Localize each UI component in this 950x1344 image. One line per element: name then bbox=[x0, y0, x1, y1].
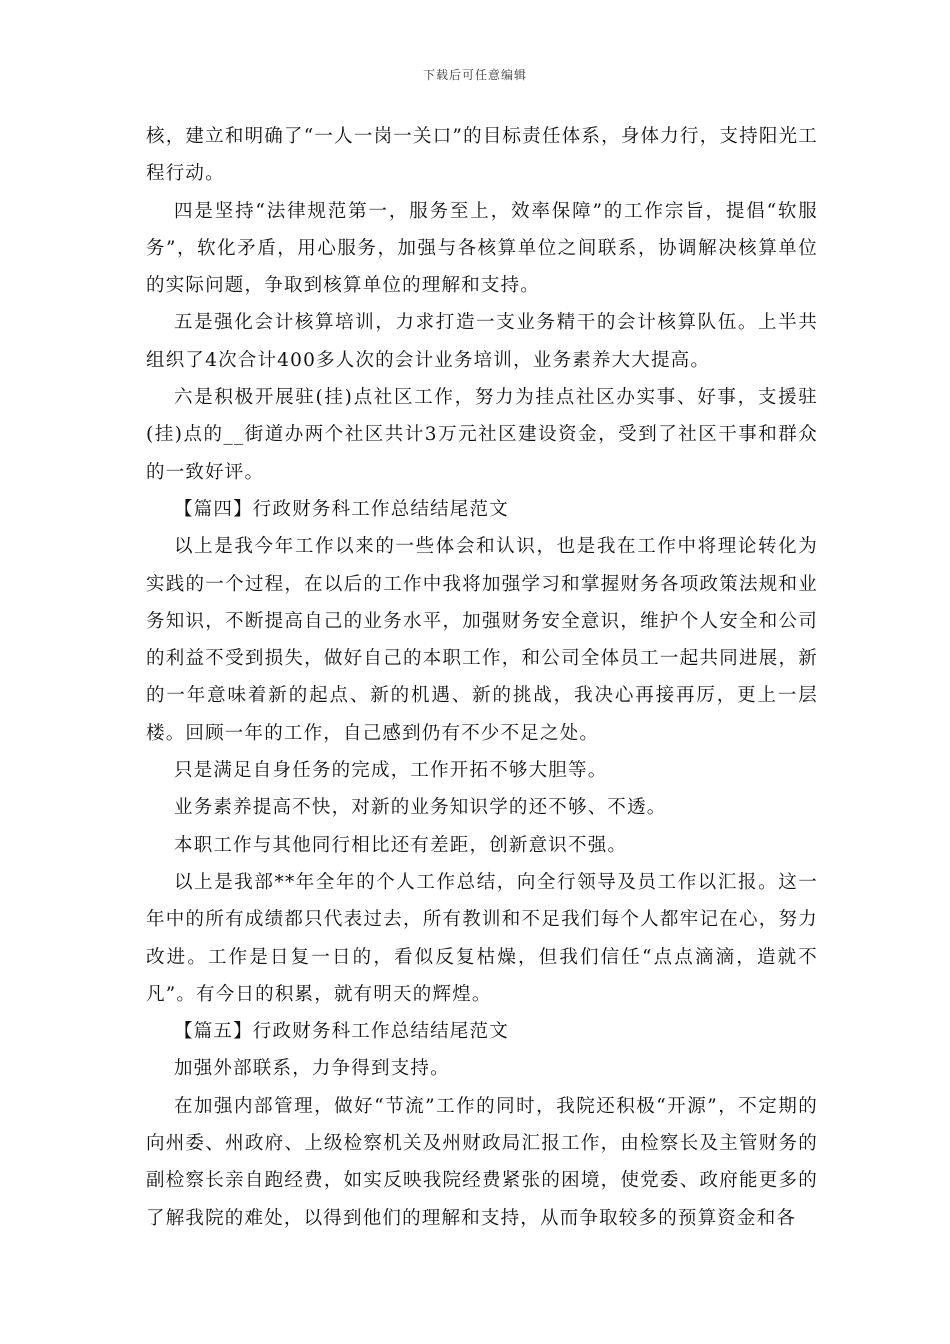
paragraph: 本职工作与其他同行相比还有差距，创新意识不强。 bbox=[174, 834, 628, 856]
section-title: 【篇五】行政财务科工作总结结尾范文 bbox=[174, 1021, 509, 1043]
paragraph: 四是坚持“法律规范第一，服务至上，效率保障”的工作宗旨，提倡“软服务”，软化矛盾，用心服务，加强与各核算单位之间联系，协调解决核算单位的实际问题，争取到核算单位的理解和支持。 bbox=[146, 200, 818, 297]
paragraph: 以上是我今年工作以来的一些体会和认识，也是我在工作中将理论转化为实践的一个过程，在以后的工作中我将加强学习和掌握财务各项政策法规和业务知识，不断提高自己的业务水平，加强财务安全意识，维护个人安全和公司的利益不受到损失，做好自己的本职工作，和公司全体员工一起共同进展，新的一年意味着新的起点、新的机遇、新的挑战，我决心再接再厉，更上一层楼。回顾一年的工作，自己感到仍有不少不足之处。 bbox=[146, 536, 818, 744]
paragraph: 业务素养提高不快，对新的业务知识学的还不够、不透。 bbox=[174, 797, 667, 819]
paragraph: 只是满足自身任务的完成，工作开拓不够大胆等。 bbox=[174, 760, 608, 782]
paragraph: 以上是我部**年全年的个人工作总结，向全行领导及员工作以汇报。这一年中的所有成绩都只代表过去，所有教训和不足我们每个人都牢记在心，努力改进。工作是日复一日的，看似反复枯燥，但我们信任“点点滴滴，造就不凡”。有今日的积累，就有明天的辉煌。 bbox=[146, 871, 818, 1005]
section-title: 【篇四】行政财务科工作总结结尾范文 bbox=[174, 498, 509, 520]
paragraph: 核，建立和明确了“一人一岗一关口”的目标责任体系，身体力行，支持阳光工程行动。 bbox=[146, 126, 818, 185]
paragraph: 五是强化会计核算培训，力求打造一支业务精干的会计核算队伍。上半共组织了4次合计400多人次的会计业务培训，业务素养大大提高。 bbox=[146, 312, 818, 371]
page-header-note: 下载后可任意编辑 bbox=[422, 68, 527, 82]
paragraph: 在加强内部管理，做好“节流”工作的同时，我院还积极“开源”，不定期的向州委、州政府、上级检察机关及州财政局汇报工作，由检察长及主管财务的副检察长亲自跑经费，如实反映我院经费紧张的困境，使党委、政府能更多的了解我院的难处，以得到他们的理解和支持，从而争取较多的预算资金和各 bbox=[146, 1095, 818, 1229]
paragraph: 加强外部联系，力争得到支持。 bbox=[174, 1058, 450, 1080]
document-body bbox=[146, 118, 818, 1237]
paragraph: 六是积极开展驻(挂)点社区工作，努力为挂点社区办实事、好事，支援驻(挂)点的__街道办两个社区共计3万元社区建设资金，受到了社区干事和群众的一致好评。 bbox=[146, 387, 818, 483]
